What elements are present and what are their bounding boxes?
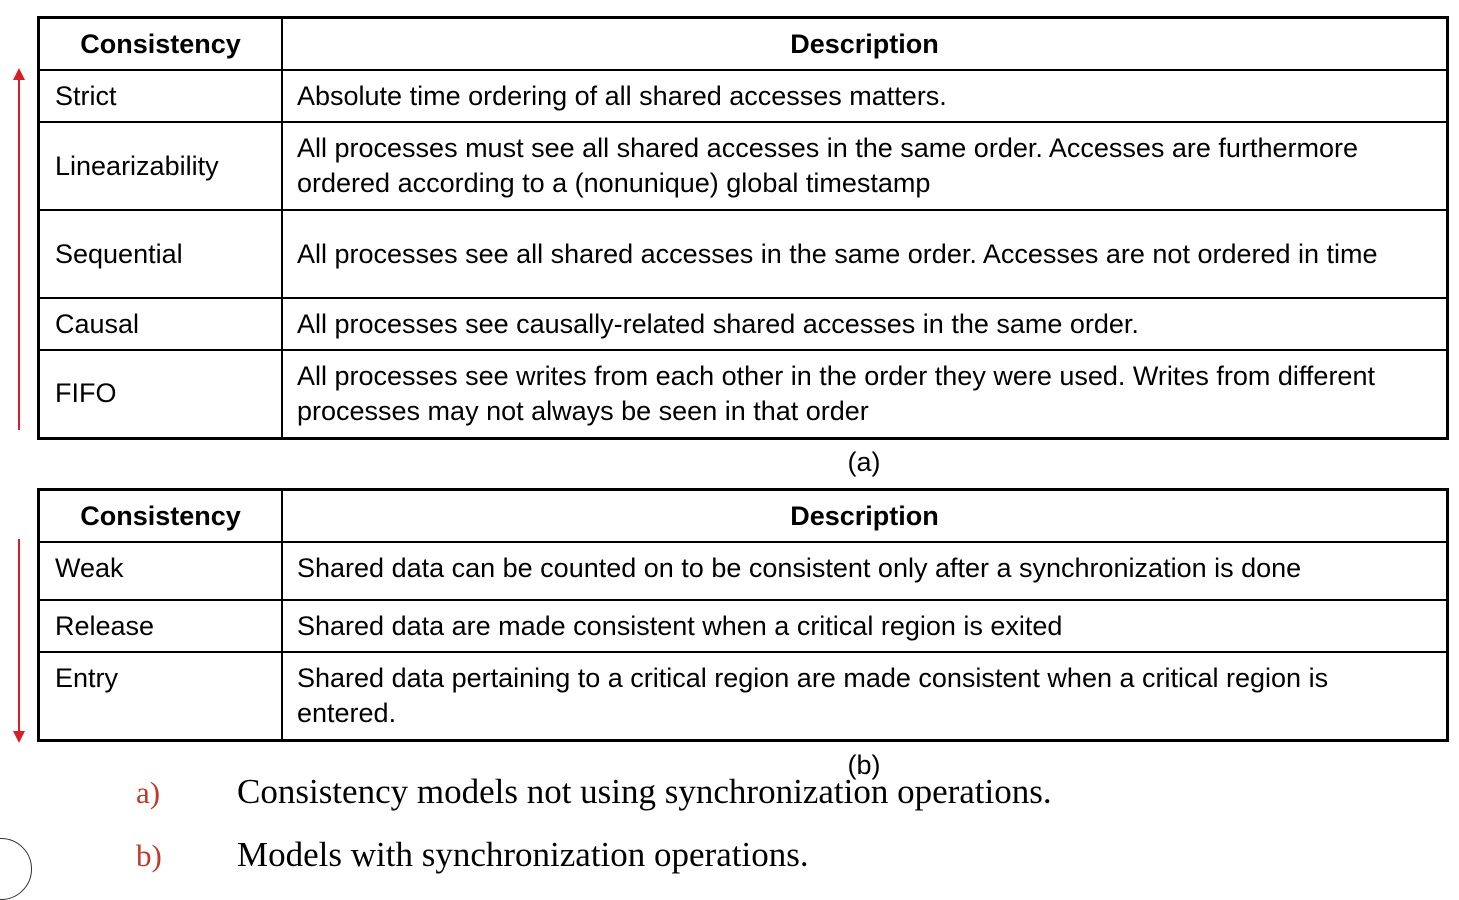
table-row xyxy=(39,122,1448,210)
consistency-table-a xyxy=(37,16,1449,440)
note-text: Models with synchronization operations. xyxy=(237,835,809,874)
table-row xyxy=(39,600,1448,652)
header-description: Description xyxy=(282,490,1448,543)
strictness-down-arrow-icon xyxy=(17,539,21,743)
note-text: Consistency models not using synchronization operations. xyxy=(237,772,1052,811)
row-name: Release xyxy=(39,600,283,652)
row-description: Shared data pertaining to a critical region are made consistent when a critical region is entered. xyxy=(282,652,1448,740)
note-marker: b) xyxy=(136,838,162,873)
row-description: Absolute time ordering of all shared accesses matters. xyxy=(282,70,1448,122)
table-header-row xyxy=(39,490,1448,543)
table-row xyxy=(39,542,1448,600)
table-row xyxy=(39,70,1448,122)
row-name: Linearizability xyxy=(39,122,283,210)
header-consistency: Consistency xyxy=(39,18,283,71)
row-description: All processes see writes from each other in the order they were used. Writes from different processes may not always be seen in that order xyxy=(282,350,1448,438)
consistency-table-b xyxy=(37,488,1449,742)
table-row xyxy=(39,652,1448,740)
row-name: Weak xyxy=(39,542,283,600)
caption-b: (b) xyxy=(847,750,881,780)
strictness-up-arrow-icon xyxy=(17,68,21,430)
note-marker: a) xyxy=(136,775,161,810)
note-item xyxy=(136,835,1136,879)
row-description: All processes see causally-related shared accesses in the same order. xyxy=(282,298,1448,350)
row-description: Shared data are made consistent when a critical region is exited xyxy=(282,600,1448,652)
table-row xyxy=(39,210,1448,298)
table-header-row xyxy=(39,18,1448,71)
row-name: FIFO xyxy=(39,350,283,438)
table-row xyxy=(39,350,1448,438)
row-description: All processes must see all shared accesses in the same order. Accesses are furthermore ordered according to a (nonunique) global timestamp xyxy=(282,122,1448,210)
decorative-arc xyxy=(0,838,32,900)
row-name: Causal xyxy=(39,298,283,350)
row-description: All processes see all shared accesses in the same order. Accesses are not ordered in time xyxy=(282,210,1448,298)
row-name: Strict xyxy=(39,70,283,122)
header-description: Description xyxy=(282,18,1448,71)
caption-a: (a) xyxy=(847,447,881,477)
header-consistency: Consistency xyxy=(39,490,283,543)
note-item xyxy=(136,772,1136,816)
row-description: Shared data can be counted on to be consistent only after a synchronization is done xyxy=(282,542,1448,600)
table-row xyxy=(39,298,1448,350)
row-name: Entry xyxy=(39,652,283,740)
row-name: Sequential xyxy=(39,210,283,298)
